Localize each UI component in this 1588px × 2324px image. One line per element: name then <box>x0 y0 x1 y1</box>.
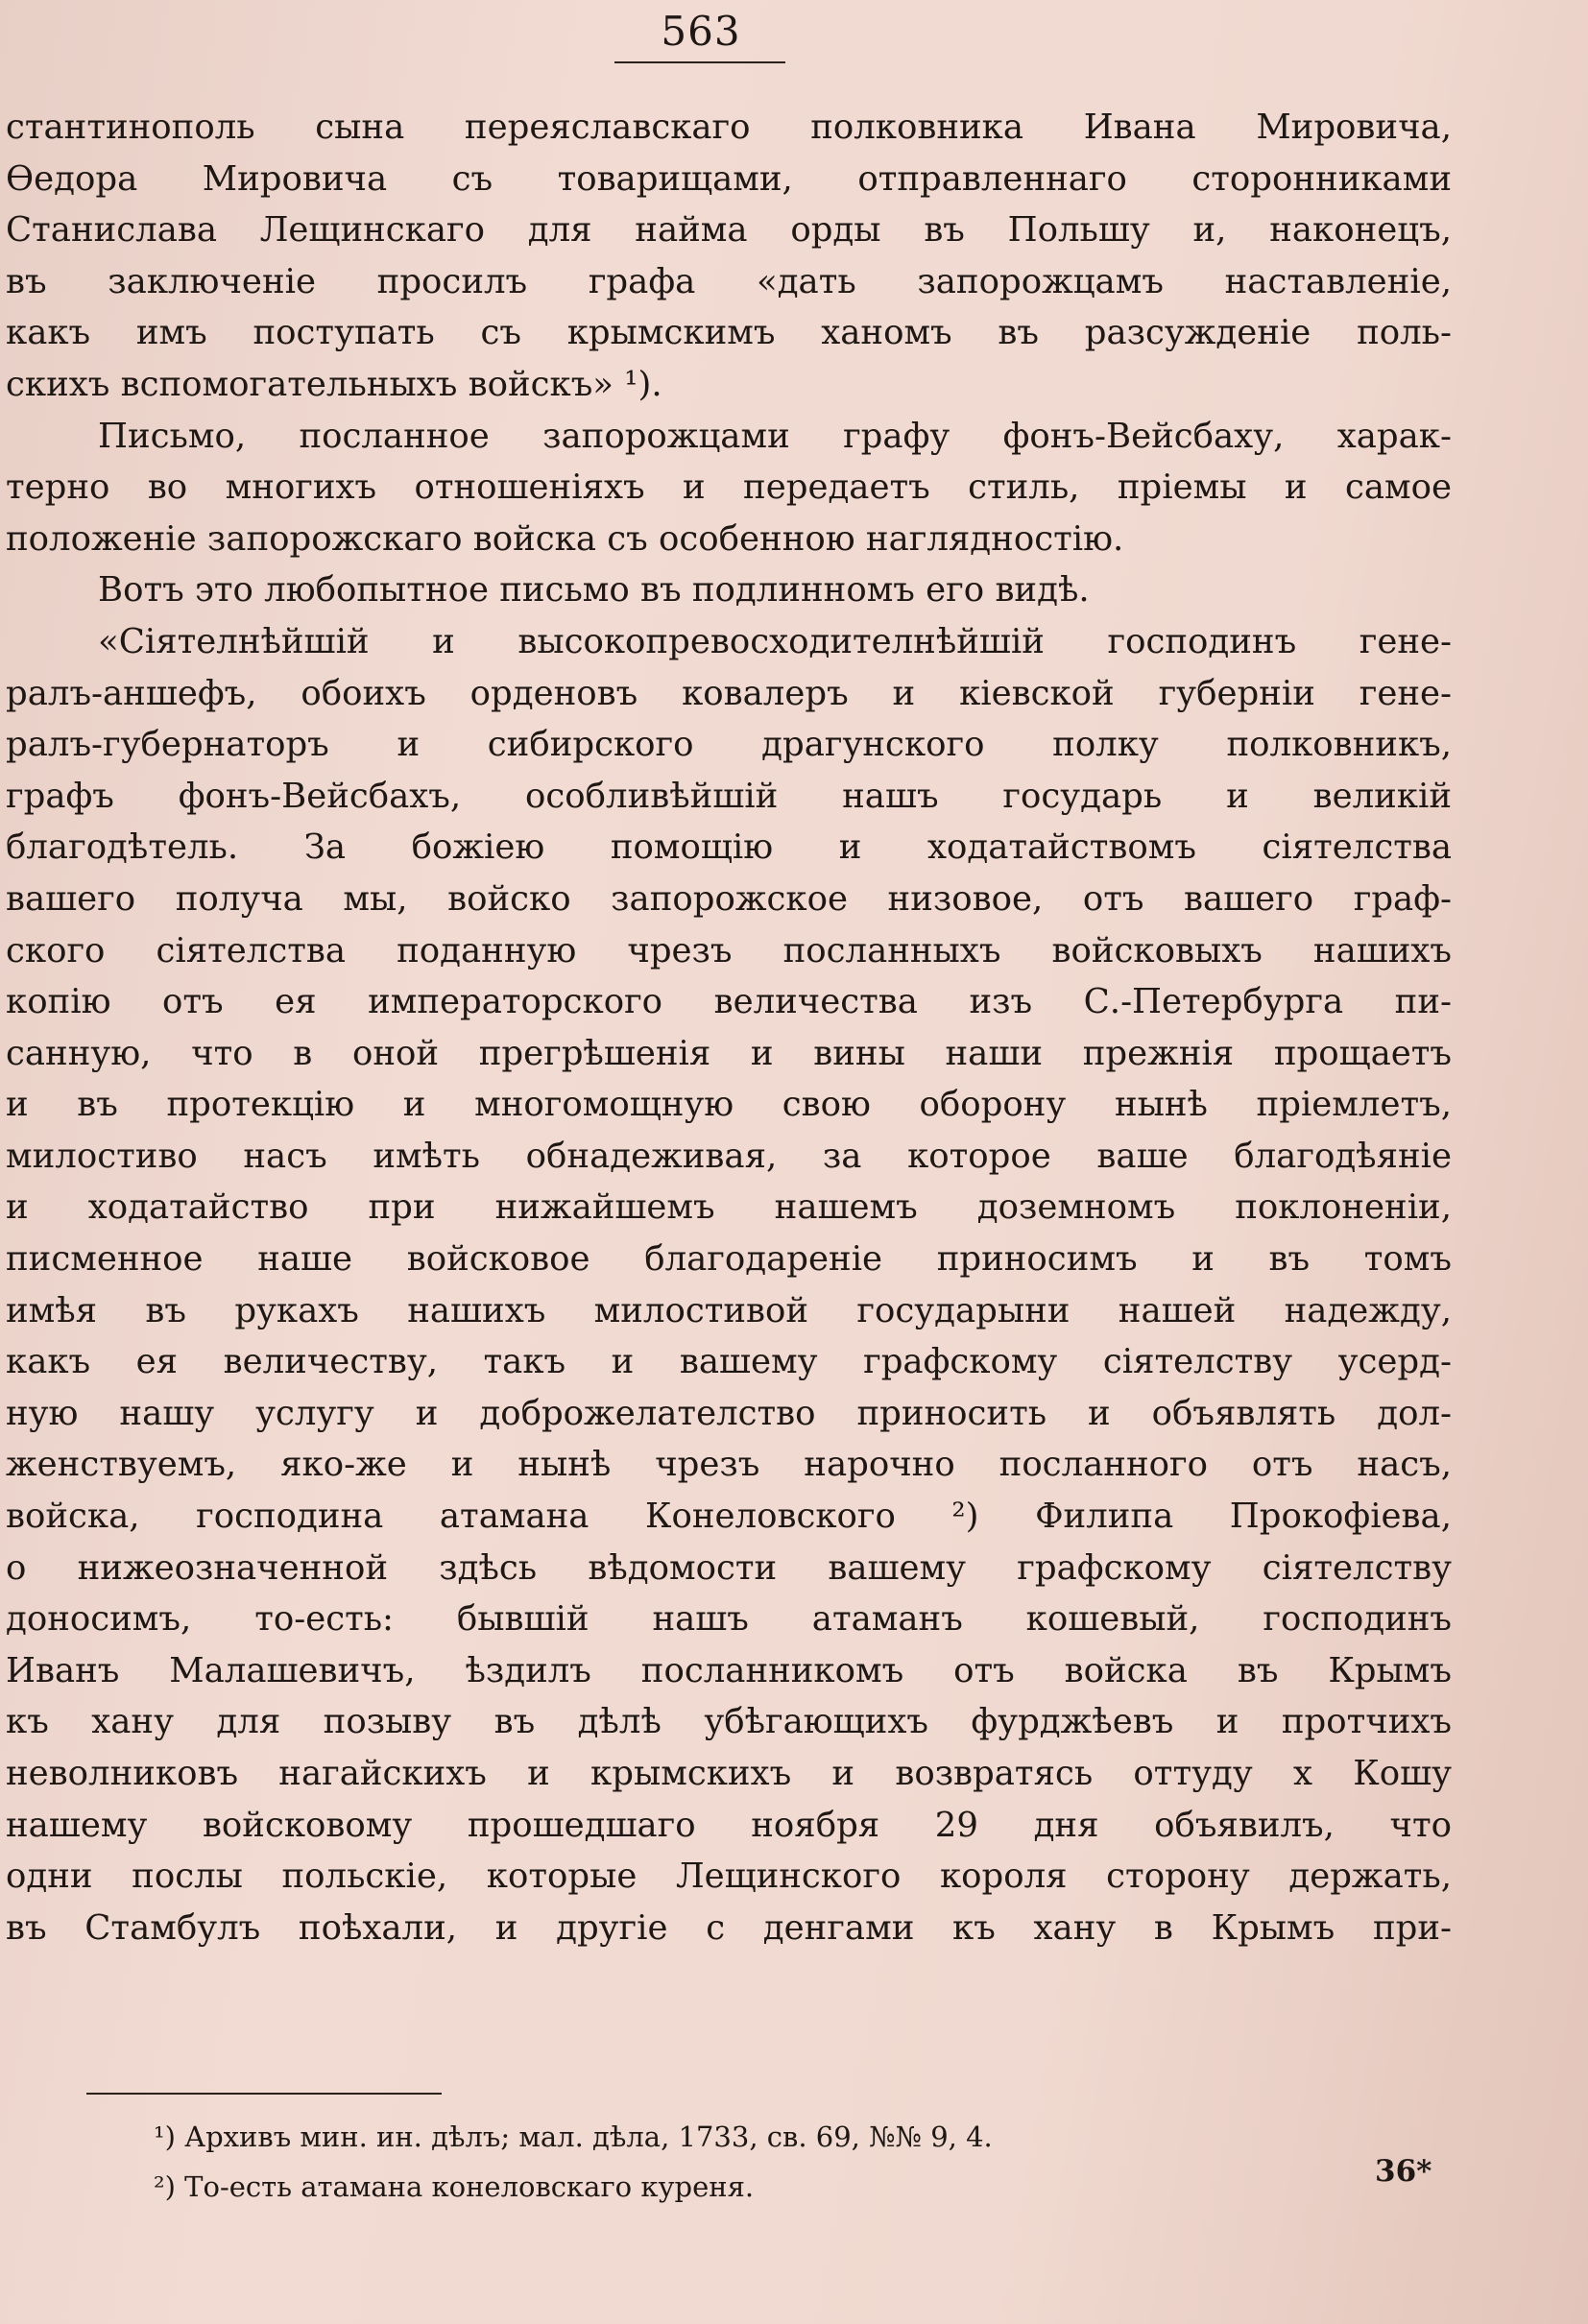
text-line: женствуемъ, яко-же и нынѣ чрезъ нарочно посланного отъ насъ, <box>6 1445 1452 1485</box>
text-line: и ходатайство при нижайшемъ нашемъ доземномъ поклоненіи, <box>6 1187 1452 1228</box>
text-line: ралъ-аншефъ, обоихъ орденовъ ковалеръ и кіевской губерніи гене- <box>6 673 1452 713</box>
text-line: и въ протекцію и многомощную свою оборону нынѣ пріемлетъ, <box>6 1085 1452 1125</box>
text-line: терно во многихъ отношеніяхъ и передаетъ стиль, пріемы и самое <box>6 467 1452 508</box>
text-line: къ хану для позыву въ дѣлѣ убѣгающихъ фурджѣевъ и протчихъ <box>6 1702 1452 1742</box>
text-line: ралъ-губернаторъ и сибирского драгунского полку полковникъ, <box>6 725 1452 765</box>
text-line: Письмо, посланное запорожцами графу фонъ-Вейсбаху, харак- <box>98 416 1452 456</box>
text-line: стантинополь сына переяславскаго полковника Ивана Мировича, <box>6 108 1452 147</box>
text-line: доносимъ, то-есть: бывшій нашъ атаманъ кошевый, господинъ <box>6 1599 1452 1640</box>
text-line: одни послы польскіе, которые Лещинского короля сторону держать, <box>6 1857 1452 1897</box>
text-line: какъ ея величеству, такъ и вашему графскому сіятелству усерд- <box>6 1342 1452 1382</box>
text-line: скихъ вспомогательныхъ войскъ» ¹). <box>6 364 662 404</box>
text-line: какъ имъ поступать съ крымскимъ ханомъ въ разсужденіе поль- <box>6 313 1452 353</box>
text-line: положеніе запорожскаго войска съ особенною наглядностію. <box>6 518 1124 559</box>
text-line: санную, что в оной прегрѣшенія и вины наши прежнія прощаетъ <box>6 1033 1452 1073</box>
text-line: копію отъ ея императорского величества изъ С.-Петербурга пи- <box>6 982 1452 1022</box>
text-line: писменное наше войсковое благодареніе приносимъ и въ томъ <box>6 1239 1452 1280</box>
text-line: Өедора Мировича съ товарищами, отправленнаго сторонниками <box>6 158 1452 199</box>
text-line: о нижеозначенной здѣсь вѣдомости вашему графскому сіятелству <box>6 1547 1452 1588</box>
footnote-rule <box>86 2093 442 2095</box>
page-number: 563 <box>661 8 741 55</box>
text-line: благодѣтель. За божіею помощію и ходатайствомъ сіятелства <box>6 827 1452 868</box>
footnotes <box>154 2112 1402 2212</box>
page-number-rule <box>614 61 785 63</box>
text-line: ского сіятелства поданную чрезъ посланныхъ войсковыхъ нашихъ <box>6 930 1452 970</box>
text-line: въ Стамбулъ поѣхали, и другіе с денгами къ хану в Крымъ при- <box>6 1907 1452 1948</box>
text-line: Станислава Лещинскаго для найма орды въ Польшу и, наконецъ, <box>6 210 1452 251</box>
text-line: вашего получа мы, войско запорожское низовое, отъ вашего граф- <box>6 878 1452 919</box>
text-line: нашему войсковому прошедшаго ноября 29 дня объявилъ, что <box>6 1805 1452 1845</box>
text-line: въ заключеніе просилъ графа «дать запорожцамъ наставленіе, <box>6 261 1452 301</box>
text-line: Вотъ это любопытное письмо въ подлинномъ его видѣ. <box>98 570 1090 611</box>
text-line: Иванъ Малашевичъ, ѣздилъ посланникомъ отъ войска въ Крымъ <box>6 1650 1452 1690</box>
text-line: ную нашу услугу и доброжелателство приносить и объявлять дол- <box>6 1393 1452 1433</box>
footnote-2: ²) То-есть атамана конеловскаго куреня. <box>154 2170 755 2203</box>
text-line: имѣя въ рукахъ нашихъ милостивой государыни нашей надежду, <box>6 1290 1452 1330</box>
body-text <box>6 102 1452 1953</box>
signature-mark: 36* <box>1375 2154 1432 2189</box>
text-line: «Сіятелнѣйшій и высокопревосходителнѣйшій господинъ гене- <box>98 621 1452 661</box>
text-line: милостиво насъ имѣть обнадеживая, за которое ваше благодѣяніе <box>6 1136 1452 1176</box>
text-line: графъ фонъ-Вейсбахъ, особливѣйшій нашъ государь и великій <box>6 776 1452 816</box>
text-line: войска, господина атамана Конеловского ²) Филипа Прокофіева, <box>6 1497 1452 1537</box>
footnote-1: ¹) Архивъ мин. ин. дѣлъ; мал. дѣла, 1733, св. 69, №№ 9, 4. <box>154 2120 993 2153</box>
text-line: неволниковъ нагайскихъ и крымскихъ и возвратясь оттуду х Кошу <box>6 1754 1452 1793</box>
